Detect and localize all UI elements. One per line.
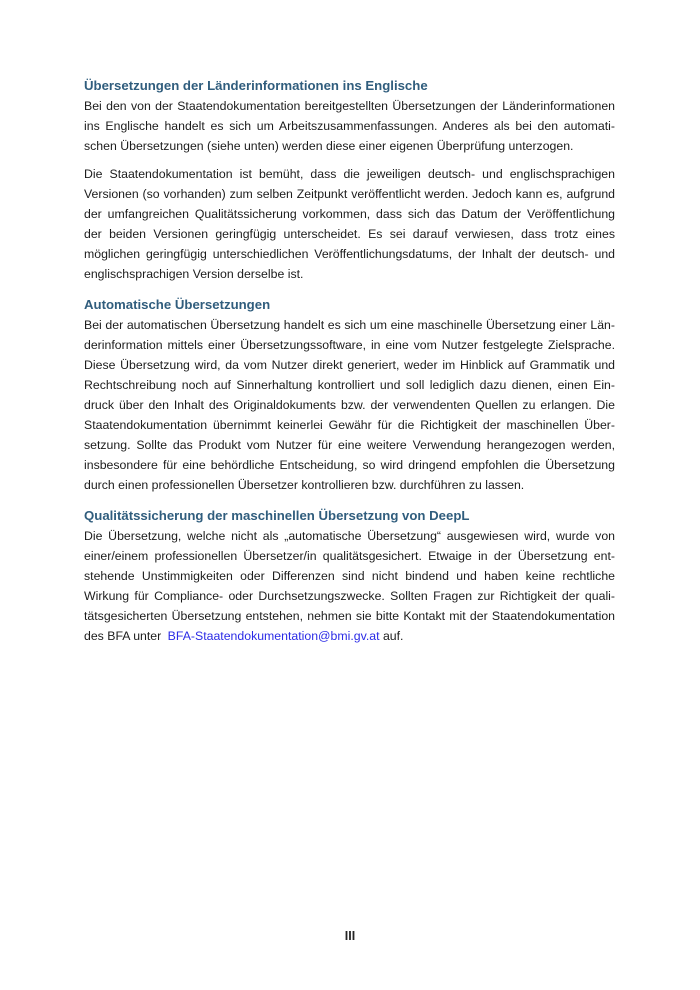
paragraph <box>84 526 615 646</box>
paragraph-line: Bei den von der Staatendokumentation bereitgestellten Übersetzungen der Länderinformationen <box>84 99 615 113</box>
document-content <box>84 76 615 654</box>
page-number: III <box>344 929 356 943</box>
paragraph-line: tätsgesicherten Übersetzung entstehen, nehmen sie bitte Kontakt mit der Staatendokumentation <box>84 609 615 623</box>
paragraph-line <box>84 626 615 646</box>
section-heading: Übersetzungen der Länderinformationen ins Englische <box>84 78 428 93</box>
paragraph <box>84 315 615 495</box>
paragraph <box>84 164 615 284</box>
section-heading: Automatische Übersetzungen <box>84 297 271 312</box>
paragraph-line: Die Staatendokumentation ist bemüht, dass die jeweiligen deutsch- und englischsprachigen <box>84 167 615 181</box>
paragraph-line: derinformation mittels einer Übersetzungssoftware, in eine vom Nutzer festgelegte Zielsprache. <box>84 338 615 352</box>
paragraph-line: einer/einem professionellen Übersetzer/in qualitätsgesichert. Etwaige in der Übersetzung ent- <box>84 549 615 563</box>
paragraph-line: Die Übersetzung, welche nicht als „automatische Übersetzung“ ausgewiesen wird, wurde von <box>84 529 615 543</box>
paragraph-line: durch einen professionellen Übersetzer kontrollieren bzw. durchführen zu lassen. <box>84 478 525 492</box>
paragraph-line: insbesondere für eine behördliche Entscheidung, so wird dringend empfohlen die Übersetzung <box>84 458 615 472</box>
paragraph-line: Diese Übersetzung wird, da vom Nutzer direkt generiert, weder im Hinblick auf Grammatik und <box>84 358 615 372</box>
paragraph-line: Wirkung für Compliance- oder Durchsetzungszwecke. Sollten Fragen zur Richtigkeit der quali- <box>84 589 615 603</box>
paragraph-line: Versionen (so vorhanden) zum selben Zeitpunkt veröffentlicht werden. Jedoch kann es, aufgrund <box>84 187 615 201</box>
paragraph-line: ins Englische handelt es sich um Arbeitszusammenfassungen. Anderes als bei den automati- <box>84 119 615 133</box>
paragraph-line: schen Übersetzungen (siehe unten) werden diese einer eigenen Überprüfung unterzogen. <box>84 139 574 153</box>
paragraph-line: der beiden Versionen geringfügig unterscheidet. Es sei darauf verwiesen, dass trotz eines <box>84 227 615 241</box>
paragraph-line: stehende Unstimmigkeiten oder Differenzen sind nicht bindend und haben keine rechtliche <box>84 569 615 583</box>
paragraph-line: englischsprachigen Version derselbe ist. <box>84 267 304 281</box>
paragraph-line: Rechtschreibung noch auf Sinnerhaltung kontrolliert und soll lediglich dazu dienen, einen Ein- <box>84 378 615 392</box>
paragraph-line: Staatendokumentation übernimmt keinerlei Gewähr für die Richtigkeit der maschinellen Über- <box>84 418 615 432</box>
paragraph-line: setzung. Sollte das Produkt vom Nutzer für eine weitere Verwendung herangezogen werden, <box>84 438 615 452</box>
email-link[interactable]: BFA-Staatendokumentation@bmi.gv.at <box>167 629 380 643</box>
paragraph-line: Bei der automatischen Übersetzung handelt es sich um eine maschinelle Übersetzung einer Län- <box>84 318 615 332</box>
paragraph-line: der umfangreichen Qualitätssicherung vorkommen, dass sich das Datum der Veröffentlichung <box>84 207 615 221</box>
paragraph <box>84 96 615 156</box>
section-heading: Qualitätssicherung der maschinellen Übersetzung von DeepL <box>84 508 470 523</box>
paragraph-line: druck über den Inhalt des Originaldokuments bzw. der verwendenten Quellen zu erlangen. Die <box>84 398 615 412</box>
line-text: auf. <box>379 629 404 643</box>
paragraph-line: möglichen geringfügig unterschiedlichen Veröffentlichungsdatums, der Inhalt der deutsch- und <box>84 247 615 261</box>
line-text: des BFA unter <box>84 629 162 643</box>
